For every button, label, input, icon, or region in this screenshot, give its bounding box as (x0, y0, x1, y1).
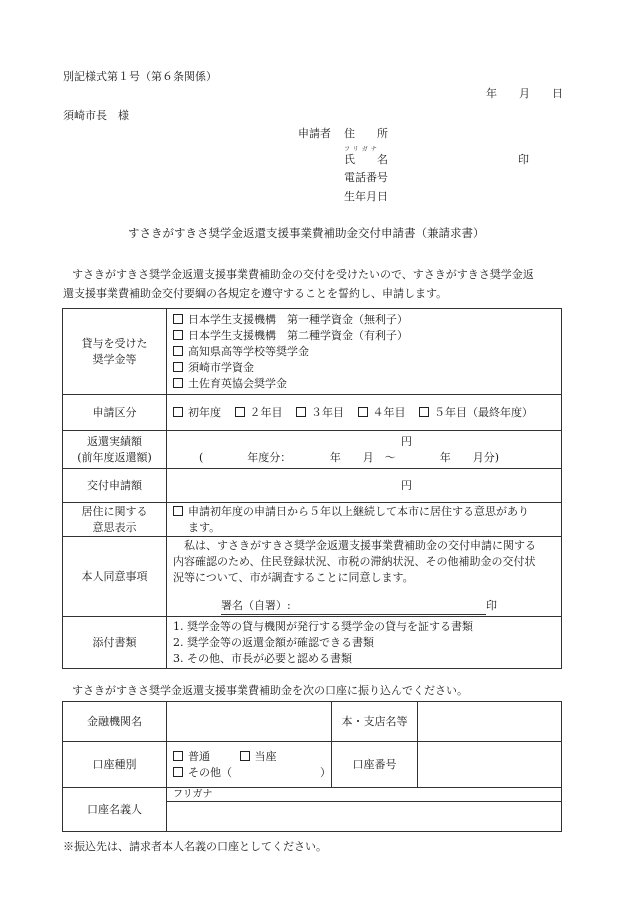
paren-close: ） (320, 765, 331, 779)
checkbox[interactable] (173, 314, 183, 324)
other-option[interactable] (173, 765, 331, 781)
consent-text-l2: 内容確認のため、住民登録状況、市税の滞納状況、その他補助金の交付状 (173, 555, 536, 568)
option-text: 普通 (188, 749, 210, 763)
phone-label: 電話番号 (344, 171, 388, 184)
attachment-item: 3. その他、市長が必要と認める書類 (173, 651, 352, 665)
furigana-label: フリガナ (173, 788, 213, 800)
checkbox[interactable] (235, 407, 245, 417)
intro-line-1: すさきがすきさ奨学金返還支援事業費補助金の交付を受けたいので、すさきがすきさ奨学金返 (72, 268, 534, 281)
repayment-period: ( 年度分： 年 月 ～ 年 月分) (199, 450, 500, 464)
yen-unit: 円 (401, 478, 412, 492)
attachments-row (63, 617, 562, 669)
account-type-label: 口座種別 (63, 742, 167, 788)
residency-text-l2: ます。 (188, 520, 221, 534)
scholarship-label (63, 309, 167, 395)
checkbox[interactable] (419, 407, 429, 417)
scholarship-option[interactable] (173, 328, 555, 344)
residency-text-l1: 申請初年度の申請日から５年以上継続して本市に居住する意思があり (188, 504, 529, 518)
application-table (62, 308, 562, 669)
checkbox[interactable] (173, 346, 183, 356)
repayment-label-l2: (前年度返還額) (77, 450, 152, 464)
checkbox[interactable] (173, 506, 183, 516)
scholarship-option[interactable] (173, 376, 555, 392)
option-text: 日本学生支援機構 第一種学資金（無利子） (188, 312, 408, 326)
applicant-role: 申請者 (298, 127, 331, 140)
option-text: 高知県高等学校等奨学金 (188, 344, 309, 358)
footnote: ※振込先は、請求者本人名義の口座としてください。 (63, 840, 327, 853)
repayment-field[interactable] (167, 431, 562, 469)
transfer-instruction: すさきがすきさ奨学金返還支援事業費補助金を次の口座に振り込んでください。 (72, 684, 468, 697)
address-label: 住 所 (344, 127, 388, 140)
scholarship-options (167, 309, 562, 395)
consent-text-l1: 私は、すさきがすきさ奨学金返還支援事業費補助金の交付申請に関する (184, 539, 536, 552)
branch-label: 本・支店名等 (332, 702, 418, 742)
residency-label-l1: 居住に関する (81, 504, 148, 518)
holder-furigana-row (63, 788, 562, 802)
option-text: ４年目 (372, 405, 406, 419)
checkbox[interactable] (240, 751, 250, 761)
yen-unit: 円 (401, 434, 412, 448)
form-number: 別記様式第１号（第６条関係） (63, 70, 217, 83)
holder-name-field[interactable] (167, 802, 562, 832)
residency-option[interactable] (173, 504, 555, 520)
addressee: 須崎市長 様 (63, 109, 129, 122)
bank-table (62, 701, 562, 832)
checkbox[interactable] (358, 407, 368, 417)
option-text: 初年度 (188, 405, 221, 419)
checkbox[interactable] (173, 330, 183, 340)
residency-label (63, 503, 167, 537)
option-text: ３年目 (311, 405, 344, 419)
seal-mark: 印 (486, 599, 497, 612)
category-option[interactable] (296, 406, 344, 419)
bank-name-field[interactable] (167, 702, 332, 742)
checkbox[interactable] (173, 362, 183, 372)
ordinary-option[interactable] (173, 750, 210, 763)
account-type-line-1 (173, 749, 325, 765)
signature-label: 署名（自署）: (221, 598, 486, 615)
category-label: 申請区分 (63, 395, 167, 431)
category-option[interactable] (173, 406, 221, 419)
seal-mark: 印 (518, 153, 529, 166)
category-option[interactable] (419, 406, 533, 419)
repayment-label (63, 431, 167, 469)
residency-statement (167, 503, 562, 537)
option-text: 日本学生支援機構 第二種学資金（有利子） (188, 328, 408, 342)
date-line: 年 月 日 (486, 87, 563, 100)
checkbox[interactable] (173, 378, 183, 388)
name-label: 氏 名 (344, 153, 388, 166)
option-text: 土佐育英協会奨学金 (188, 376, 287, 390)
attachment-item: 1. 奨学金等の貸与機関が発行する奨学金の貸与を証する書類 (173, 619, 473, 633)
attachments-list (167, 617, 562, 669)
category-option[interactable] (235, 406, 283, 419)
option-text: ５年目（最終年度） (434, 405, 533, 419)
scholarship-label-l2: 奨学金等 (92, 352, 137, 366)
grant-amount-row (63, 469, 562, 503)
account-number-field[interactable] (418, 742, 562, 788)
category-option[interactable] (358, 406, 406, 419)
account-holder-label: 口座名義人 (63, 788, 167, 832)
consent-row (63, 537, 562, 617)
account-number-label: 口座番号 (332, 742, 418, 788)
branch-field[interactable] (418, 702, 562, 742)
checkbox[interactable] (173, 751, 183, 761)
option-text: 須崎市学資金 (188, 360, 254, 374)
grant-amount-label: 交付申請額 (63, 469, 167, 503)
application-category-row (63, 395, 562, 431)
checkbox[interactable] (173, 767, 183, 777)
consent-label: 本人同意事項 (63, 537, 167, 617)
consent-text-l3: 況等について、市が調査することに同意します。 (173, 571, 414, 584)
residency-label-l2: 意思表示 (92, 520, 137, 534)
category-options (167, 395, 562, 431)
scholarship-option[interactable] (173, 312, 555, 328)
birth-label: 生年月日 (344, 190, 388, 203)
account-type-row (63, 742, 562, 788)
furigana-label: フリガナ (344, 146, 380, 153)
option-text: その他（ (188, 765, 232, 779)
repayment-row (63, 431, 562, 469)
current-option[interactable] (240, 750, 277, 763)
scholarship-option[interactable] (173, 360, 555, 376)
checkbox[interactable] (173, 407, 183, 417)
grant-amount-field[interactable] (167, 469, 562, 503)
scholarship-row (63, 309, 562, 395)
signature-line[interactable] (173, 598, 555, 615)
option-text: ２年目 (249, 405, 283, 419)
repayment-label-l1: 返還実績額 (87, 434, 142, 448)
page-title: すさきがすきさ奨学金返還支援事業費補助金交付申請書（兼請求書） (128, 226, 485, 240)
holder-furigana-field[interactable] (167, 788, 562, 802)
bank-row (63, 702, 562, 742)
checkbox[interactable] (296, 407, 306, 417)
scholarship-option[interactable] (173, 344, 555, 360)
option-text: 当座 (254, 749, 277, 763)
attachments-label: 添付書類 (63, 617, 167, 669)
account-type-options (167, 742, 332, 788)
bank-name-label: 金融機関名 (63, 702, 167, 742)
attachment-item: 2. 奨学金等の返還金額が確認できる書類 (173, 635, 374, 649)
scholarship-label-l1: 貸与を受けた (81, 336, 148, 350)
intro-line-2: 還支援事業費補助金交付要綱の各規定を遵守することを誓約し、申請します。 (63, 287, 448, 300)
residency-row (63, 503, 562, 537)
consent-text (167, 537, 562, 617)
